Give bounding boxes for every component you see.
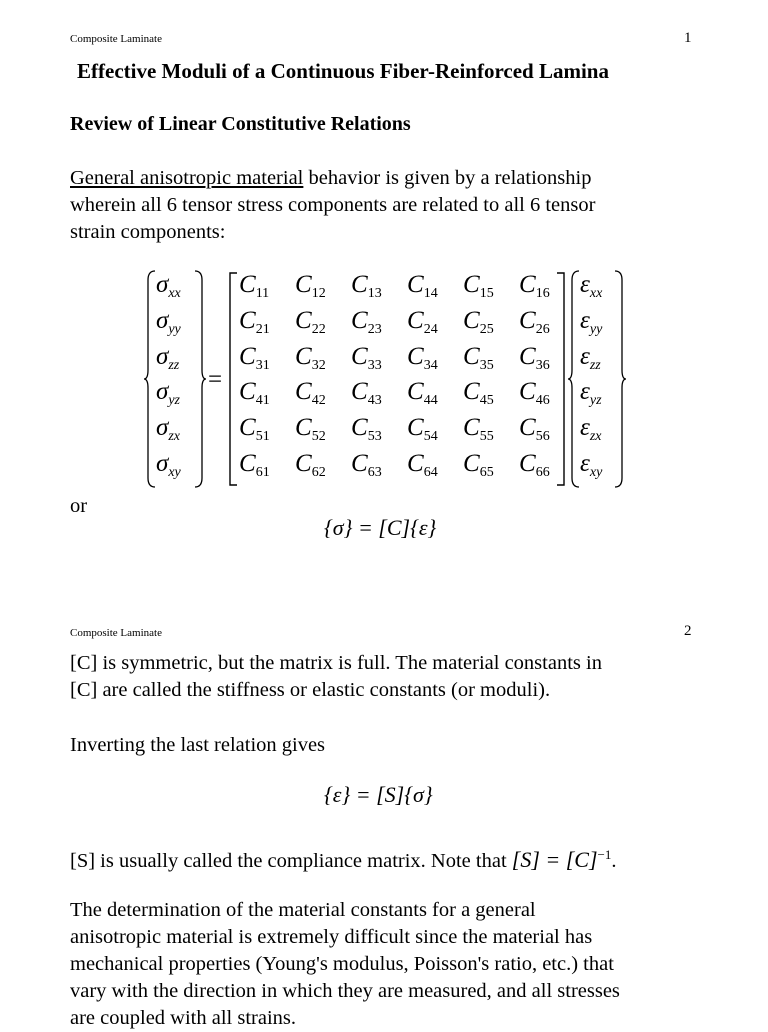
c-element-25: $C_{25}$ [463, 307, 494, 337]
epsilon-yz: $\varepsilon_{yz}$ [580, 378, 602, 408]
c-element-54: $C_{54}$ [407, 414, 438, 444]
epsilon-xx: $\varepsilon_{xx}$ [580, 271, 603, 301]
page-title: Effective Moduli of a Continuous Fiber-Reinforced Lamina [77, 59, 609, 83]
sigma-xy: $\sigma_{xy}$ [156, 450, 181, 480]
para-line: [C] are called the stiffness or elastic constants (or moduli). [70, 679, 551, 701]
equals-sign: = [208, 366, 223, 393]
sigma-left-brace [144, 270, 156, 488]
c-element-12: $C_{12}$ [295, 271, 326, 301]
c-element-23: $C_{23}$ [351, 307, 382, 337]
page-number: 1 [684, 30, 692, 46]
c-element-44: $C_{44}$ [407, 378, 438, 408]
sigma-yy: $\sigma_{yy}$ [156, 307, 181, 337]
para-line: are coupled with all strains. [70, 1007, 297, 1029]
para-line: vary with the direction in which they are measured, and all stresses [70, 980, 620, 1002]
c-element-45: $C_{45}$ [463, 378, 494, 408]
c-element-53: $C_{53}$ [351, 414, 382, 444]
c-element-52: $C_{52}$ [295, 414, 326, 444]
compliance-paragraph [70, 841, 617, 875]
epsilon-xy: $\varepsilon_{xy}$ [580, 450, 603, 480]
c-element-11: $C_{11}$ [239, 271, 270, 301]
section-heading: Review of Linear Constitutive Relations [70, 113, 411, 135]
para-line-1: behavior is given by a relationship [303, 167, 592, 189]
para-line-3: strain components: [70, 221, 226, 243]
compact-equation: {σ} = [C]{ε} [324, 515, 437, 540]
sigma-zx: $\sigma_{zx}$ [156, 414, 181, 444]
inverse-equation: {ε} = [S]{σ} [324, 782, 433, 807]
c-element-65: $C_{65}$ [463, 450, 494, 480]
c-element-24: $C_{24}$ [407, 307, 438, 337]
c-element-26: $C_{26}$ [519, 307, 550, 337]
page-header: Composite Laminate [70, 627, 162, 639]
inverting-text: Inverting the last relation gives [70, 734, 326, 756]
c-element-16: $C_{16}$ [519, 271, 550, 301]
symmetry-paragraph [70, 650, 730, 704]
c-element-51: $C_{51}$ [239, 414, 270, 444]
c-element-34: $C_{34}$ [407, 343, 438, 373]
sigma-right-brace [194, 270, 206, 488]
compliance-text: [S] is usually called the compliance matrix. Note that [70, 849, 512, 872]
c-element-15: $C_{15}$ [463, 271, 494, 301]
or-text: or [70, 495, 88, 517]
c-element-63: $C_{63}$ [351, 450, 382, 480]
epsilon-zz: $\varepsilon_{zz}$ [580, 343, 601, 373]
intro-paragraph [70, 165, 730, 246]
epsilon-right-brace [614, 270, 626, 488]
c-element-14: $C_{14}$ [407, 271, 438, 301]
c-element-36: $C_{36}$ [519, 343, 550, 373]
c-element-61: $C_{61}$ [239, 450, 270, 480]
c-element-56: $C_{56}$ [519, 414, 550, 444]
para-line: mechanical properties (Young's modulus, Poisson's ratio, etc.) that [70, 953, 614, 975]
page-header: Composite Laminate [70, 33, 162, 45]
para-line: The determination of the material constants for a general [70, 899, 536, 921]
c-element-21: $C_{21}$ [239, 307, 270, 337]
para-line: anisotropic material is extremely difficult since the material has [70, 926, 593, 948]
c-element-62: $C_{62}$ [295, 450, 326, 480]
para-line: [C] is symmetric, but the matrix is full. The material constants in [70, 652, 602, 674]
epsilon-zx: $\varepsilon_{zx}$ [580, 414, 602, 444]
c-element-42: $C_{42}$ [295, 378, 326, 408]
c-element-31: $C_{31}$ [239, 343, 270, 373]
c-element-13: $C_{13}$ [351, 271, 382, 301]
epsilon-yy: $\varepsilon_{yy}$ [580, 307, 603, 337]
inverse-exponent: −1 [597, 847, 612, 862]
c-element-43: $C_{43}$ [351, 378, 382, 408]
c-element-35: $C_{35}$ [463, 343, 494, 373]
sigma-zz: $\sigma_{zz}$ [156, 343, 180, 373]
c-element-55: $C_{55}$ [463, 414, 494, 444]
constitutive-matrix-equation [140, 268, 630, 490]
c-right-bracket [556, 272, 566, 486]
underlined-term: General anisotropic material [70, 167, 304, 189]
c-element-66: $C_{66}$ [519, 450, 550, 480]
sigma-xx: $\sigma_{xx}$ [156, 271, 181, 301]
c-element-33: $C_{33}$ [351, 343, 382, 373]
c-element-41: $C_{41}$ [239, 378, 270, 408]
c-element-46: $C_{46}$ [519, 378, 550, 408]
page-number: 2 [684, 623, 692, 639]
sigma-yz: $\sigma_{yz}$ [156, 378, 181, 408]
compliance-equation: [S] = [C] [511, 846, 598, 872]
para-line-2: wherein all 6 tensor stress components are related to all 6 tensor [70, 194, 596, 216]
c-element-22: $C_{22}$ [295, 307, 326, 337]
c-element-32: $C_{32}$ [295, 343, 326, 373]
epsilon-left-brace [568, 270, 580, 488]
determination-paragraph [70, 897, 750, 1032]
compliance-period: . [611, 849, 617, 872]
c-left-bracket [228, 272, 238, 486]
c-element-64: $C_{64}$ [407, 450, 438, 480]
